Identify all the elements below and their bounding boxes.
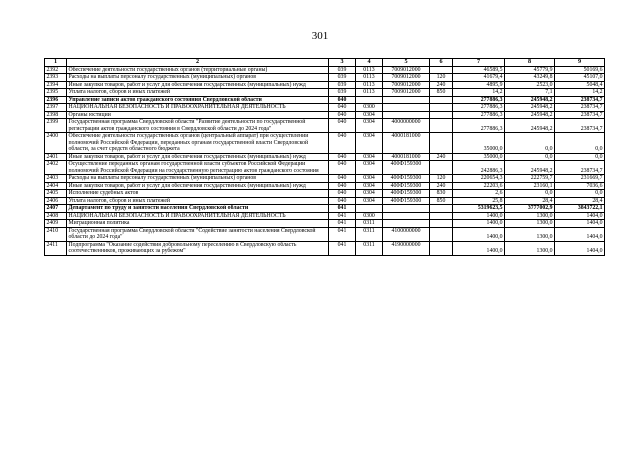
amount-year-3: 231669,7 [555, 175, 605, 182]
row-name: Обеспечение деятельности государственных органов (центральный аппарат) при осуществлении полномочий Российской Федерации, переданных органам государственной власти Свердловской области, за счет средств областного бюджета [67, 133, 329, 153]
row-number: 2396 [45, 96, 67, 103]
amount-year-3: 0,0 [555, 190, 605, 197]
section-code: 0304 [356, 153, 383, 160]
expense-type-code: 240 [430, 182, 453, 189]
ministry-code: 039 [329, 89, 356, 96]
table-row [45, 175, 605, 182]
ministry-code: 040 [329, 182, 356, 189]
target-code [383, 212, 430, 219]
row-number: 2408 [45, 212, 67, 219]
row-name: НАЦИОНАЛЬНАЯ БЕЗОПАСНОСТЬ И ПРАВООХРАНИТЕЛЬНАЯ ДЕЯТЕЛЬНОСТЬ [67, 104, 329, 111]
row-number: 2406 [45, 197, 67, 204]
table-row [45, 133, 605, 153]
section-code: 0311 [356, 227, 383, 241]
expense-type-code [430, 205, 453, 212]
target-code: 400Ф159300 [383, 190, 430, 197]
target-code: 4000181000 [383, 133, 430, 153]
row-name: Расходы на выплаты персоналу государственных (муниципальных) органов [67, 74, 329, 81]
amount-year-1: 4895,9 [453, 81, 505, 88]
row-name: НАЦИОНАЛЬНАЯ БЕЗОПАСНОСТЬ И ПРАВООХРАНИТЕЛЬНАЯ ДЕЯТЕЛЬНОСТЬ [67, 212, 329, 219]
ministry-code: 040 [329, 111, 356, 118]
ministry-code: 040 [329, 153, 356, 160]
expense-type-code [430, 119, 453, 133]
header-cell: 2 [67, 59, 329, 67]
row-name: Осуществление переданных органам государственной власти субъектов Российской Федерации полномочий Российской Федерации на государственную регистрацию актов гражданского состояния [67, 161, 329, 175]
target-code: 7009012000 [383, 74, 430, 81]
row-number: 2400 [45, 133, 67, 153]
section-code: 0113 [356, 66, 383, 73]
amount-year-2: 245948,2 [505, 161, 555, 175]
table-row [45, 81, 605, 88]
amount-year-2: 245948,2 [505, 104, 555, 111]
amount-year-3: 238734,7 [555, 96, 605, 103]
amount-year-3: 14,2 [555, 89, 605, 96]
amount-year-3: 238734,7 [555, 104, 605, 111]
amount-year-3: 1404,0 [555, 220, 605, 227]
amount-year-1: 242886,3 [453, 161, 505, 175]
amount-year-2: 1300,0 [505, 220, 555, 227]
target-code: 400Ф159300 [383, 161, 430, 175]
ministry-code: 040 [329, 190, 356, 197]
row-name: Государственная программа Свердловской области "Развитие деятельности по государственной регистрации актов гражданского состояния в Свердловской области до 2024 года" [67, 119, 329, 133]
table-row [45, 205, 605, 212]
table-row [45, 190, 605, 197]
amount-year-2: 245948,2 [505, 96, 555, 103]
amount-year-3: 7036,6 [555, 182, 605, 189]
target-code: 400Ф159300 [383, 182, 430, 189]
amount-year-2: 222759,7 [505, 175, 555, 182]
ministry-code: 041 [329, 227, 356, 241]
expense-type-code: 120 [430, 175, 453, 182]
target-code: 7009012000 [383, 81, 430, 88]
amount-year-2: 0,0 [505, 153, 555, 160]
amount-year-3: 1404,0 [555, 212, 605, 219]
budget-table [44, 58, 605, 256]
ministry-code: 039 [329, 81, 356, 88]
row-name: Обеспечение деятельности государственных органов (территориальные органы) [67, 66, 329, 73]
header-cell: 7 [453, 59, 505, 67]
target-code: 7009012000 [383, 89, 430, 96]
row-number: 2401 [45, 153, 67, 160]
amount-year-1: 1400,0 [453, 227, 505, 241]
header-cell: 9 [555, 59, 605, 67]
amount-year-2: 3777002,9 [505, 205, 555, 212]
amount-year-1: 220654,3 [453, 175, 505, 182]
row-name: Иные закупки товаров, работ и услуг для обеспечения государственных (муниципальных) нужд [67, 182, 329, 189]
row-number: 2398 [45, 111, 67, 118]
section-code: 0304 [356, 119, 383, 133]
amount-year-2: 7,1 [505, 89, 555, 96]
row-number: 2393 [45, 74, 67, 81]
amount-year-2: 0,0 [505, 190, 555, 197]
amount-year-3: 0,0 [555, 153, 605, 160]
amount-year-1: 35000,0 [453, 153, 505, 160]
header-cell: 4 [356, 59, 383, 67]
amount-year-1: 25,8 [453, 197, 505, 204]
table-row [45, 104, 605, 111]
table-row [45, 74, 605, 81]
row-number: 2395 [45, 89, 67, 96]
amount-year-2: 1300,0 [505, 241, 555, 255]
header-cell: 3 [329, 59, 356, 67]
row-name: Уплата налогов, сборов и иных платежей [67, 197, 329, 204]
row-number: 2394 [45, 81, 67, 88]
row-name: Органы юстиции [67, 111, 329, 118]
expense-type-code [430, 227, 453, 241]
target-code: 4100000000 [383, 227, 430, 241]
section-code: 0304 [356, 182, 383, 189]
amount-year-1: 277886,3 [453, 96, 505, 103]
row-number: 2405 [45, 190, 67, 197]
row-name: Департамент по труду и занятости населения Свердловской области [67, 205, 329, 212]
section-code: 0304 [356, 111, 383, 118]
amount-year-2: 45779,9 [505, 66, 555, 73]
ministry-code: 040 [329, 175, 356, 182]
amount-year-1: 1400,0 [453, 220, 505, 227]
ministry-code: 040 [329, 119, 356, 133]
expense-type-code [430, 161, 453, 175]
section-code: 0300 [356, 104, 383, 111]
expense-type-code: 850 [430, 89, 453, 96]
table-row [45, 96, 605, 103]
table-row [45, 212, 605, 219]
ministry-code: 040 [329, 133, 356, 153]
ministry-code: 041 [329, 220, 356, 227]
amount-year-2: 1300,0 [505, 227, 555, 241]
amount-year-2: 245948,2 [505, 119, 555, 133]
table-row [45, 197, 605, 204]
amount-year-3: 5048,4 [555, 81, 605, 88]
target-code [383, 220, 430, 227]
table-row [45, 241, 605, 255]
amount-year-3: 238734,7 [555, 119, 605, 133]
section-code: 0304 [356, 197, 383, 204]
amount-year-3: 45107,0 [555, 74, 605, 81]
section-code: 0304 [356, 175, 383, 182]
row-name: Иные закупки товаров, работ и услуг для обеспечения государственных (муниципальных) нужд [67, 153, 329, 160]
amount-year-2: 245948,2 [505, 111, 555, 118]
section-code: 0304 [356, 133, 383, 153]
section-code: 0304 [356, 190, 383, 197]
amount-year-1: 35000,0 [453, 133, 505, 153]
table-row [45, 182, 605, 189]
table-row [45, 66, 605, 73]
row-name: Исполнение судебных актов [67, 190, 329, 197]
row-number: 2404 [45, 182, 67, 189]
table-row [45, 89, 605, 96]
amount-year-1: 22203,6 [453, 182, 505, 189]
ministry-code: 039 [329, 74, 356, 81]
amount-year-1: 46589,5 [453, 66, 505, 73]
section-code: 0113 [356, 81, 383, 88]
header-cell: 5 [383, 59, 430, 67]
target-code [383, 96, 430, 103]
expense-type-code [430, 212, 453, 219]
row-number: 2397 [45, 104, 67, 111]
ministry-code: 040 [329, 197, 356, 204]
amount-year-1: 14,2 [453, 89, 505, 96]
amount-year-3: 238734,7 [555, 111, 605, 118]
expense-type-code [430, 111, 453, 118]
section-code: 0113 [356, 74, 383, 81]
amount-year-1: 1400,0 [453, 241, 505, 255]
amount-year-3: 3843722,1 [555, 205, 605, 212]
table-row [45, 220, 605, 227]
row-number: 2399 [45, 119, 67, 133]
ministry-code: 040 [329, 104, 356, 111]
section-code [356, 96, 383, 103]
target-code [383, 111, 430, 118]
table-row [45, 161, 605, 175]
row-number: 2402 [45, 161, 67, 175]
amount-year-2: 2523,0 [505, 81, 555, 88]
expense-type-code [430, 133, 453, 153]
section-code: 0304 [356, 161, 383, 175]
row-name: Миграционная политика [67, 220, 329, 227]
expense-type-code [430, 241, 453, 255]
row-number: 2409 [45, 220, 67, 227]
expense-type-code [430, 220, 453, 227]
expense-type-code: 240 [430, 153, 453, 160]
expense-type-code: 120 [430, 74, 453, 81]
target-code: 4000000000 [383, 119, 430, 133]
row-name: Уплата налогов, сборов и иных платежей [67, 89, 329, 96]
amount-year-1: 277886,3 [453, 119, 505, 133]
target-code [383, 205, 430, 212]
section-code: 0311 [356, 241, 383, 255]
header-cell: 6 [430, 59, 453, 67]
ministry-code: 040 [329, 96, 356, 103]
amount-year-3: 1404,0 [555, 241, 605, 255]
section-code: 0300 [356, 212, 383, 219]
target-code: 7009012000 [383, 66, 430, 73]
amount-year-3: 50169,6 [555, 66, 605, 73]
amount-year-1: 2,6 [453, 190, 505, 197]
ministry-code: 040 [329, 161, 356, 175]
table-row [45, 119, 605, 133]
expense-type-code: 240 [430, 81, 453, 88]
row-name: Государственная программа Свердловской области "Содействие занятости населения Свердловской области до 2024 года" [67, 227, 329, 241]
section-code [356, 205, 383, 212]
ministry-code: 041 [329, 205, 356, 212]
target-code [383, 104, 430, 111]
section-code: 0311 [356, 220, 383, 227]
amount-year-1: 1400,0 [453, 212, 505, 219]
amount-year-2: 28,4 [505, 197, 555, 204]
section-code: 0113 [356, 89, 383, 96]
target-code: 400Ф159300 [383, 197, 430, 204]
amount-year-3: 0,0 [555, 133, 605, 153]
row-name: Иные закупки товаров, работ и услуг для обеспечения государственных (муниципальных) нужд [67, 81, 329, 88]
ministry-code: 039 [329, 66, 356, 73]
table-row [45, 111, 605, 118]
header-cell: 1 [45, 59, 67, 67]
row-name: Управление записи актов гражданского состояния Свердловской области [67, 96, 329, 103]
header-cell: 8 [505, 59, 555, 67]
amount-year-2: 0,0 [505, 133, 555, 153]
amount-year-1: 277886,3 [453, 111, 505, 118]
row-number: 2392 [45, 66, 67, 73]
target-code: 4000181000 [383, 153, 430, 160]
amount-year-3: 1404,0 [555, 227, 605, 241]
page-number: 301 [311, 30, 329, 42]
amount-year-3: 28,4 [555, 197, 605, 204]
amount-year-2: 1300,0 [505, 212, 555, 219]
target-code: 4190000000 [383, 241, 430, 255]
expense-type-code [430, 66, 453, 73]
row-number: 2403 [45, 175, 67, 182]
target-code: 400Ф159300 [383, 175, 430, 182]
amount-year-3: 238734,7 [555, 161, 605, 175]
amount-year-2: 23160,1 [505, 182, 555, 189]
ministry-code: 041 [329, 212, 356, 219]
row-name: Расходы на выплаты персоналу государственных (муниципальных) органов [67, 175, 329, 182]
amount-year-2: 43249,8 [505, 74, 555, 81]
row-number: 2410 [45, 227, 67, 241]
table-row [45, 153, 605, 160]
table-header-row [45, 59, 605, 67]
expense-type-code: 830 [430, 190, 453, 197]
row-number: 2411 [45, 241, 67, 255]
amount-year-1: 5319623,5 [453, 205, 505, 212]
row-name: Подпрограмма "Оказание содействия добровольному переселению в Свердловскую область соотечественников, проживающих за рубежом" [67, 241, 329, 255]
amount-year-1: 277886,3 [453, 104, 505, 111]
expense-type-code [430, 104, 453, 111]
ministry-code: 041 [329, 241, 356, 255]
expense-type-code [430, 96, 453, 103]
table-row [45, 227, 605, 241]
expense-type-code: 850 [430, 197, 453, 204]
row-number: 2407 [45, 205, 67, 212]
amount-year-1: 41679,4 [453, 74, 505, 81]
